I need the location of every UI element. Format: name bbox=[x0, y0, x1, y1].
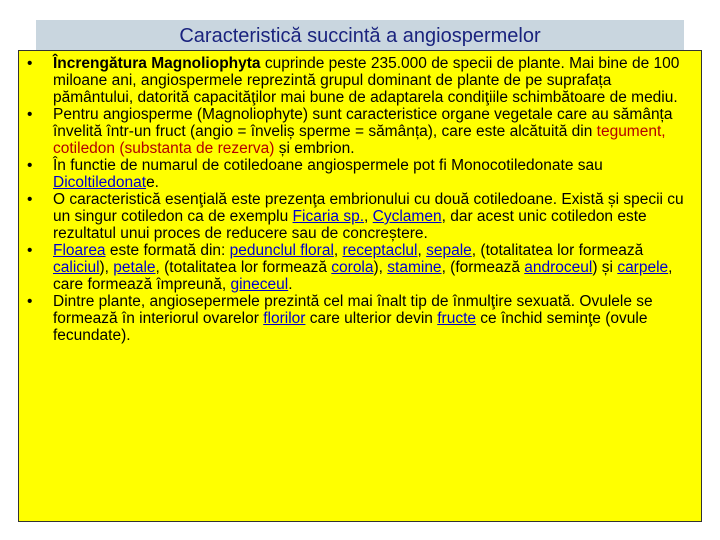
text: , (totalitatea lor formează bbox=[155, 259, 332, 276]
bullet-item-3 bbox=[27, 157, 689, 191]
bold-term: Încrengătura Magnoliophyta bbox=[53, 55, 261, 72]
text: e. bbox=[146, 174, 159, 191]
text: ce închid seminţe (ovule fecundate). bbox=[53, 310, 648, 344]
link-floarea[interactable]: Floarea bbox=[53, 242, 106, 259]
bullet-item-2 bbox=[27, 106, 689, 157]
text: , care formează împreună, bbox=[53, 259, 673, 293]
link-sepale[interactable]: sepale bbox=[426, 242, 472, 259]
link-petale[interactable]: petale bbox=[113, 259, 156, 276]
link-corola[interactable]: corola bbox=[331, 259, 374, 276]
text: , (totalitatea lor formează bbox=[471, 242, 644, 259]
text: În functie de numarul de cotiledoane angiospermele pot fi Monocotiledonate sau bbox=[53, 157, 603, 174]
text: , dar acest unic cotiledon este rezultatul unui proces de reducere sau de concreștere. bbox=[53, 208, 647, 242]
text: Pentru angiosperme (Magnoliophyte) sunt caracteristice organe vegetale care au sămânța învelită într-un fruct (angio = înveliș sperme = sămânța), care este alcătuită din bbox=[53, 106, 673, 140]
link-caliciul[interactable]: caliciul bbox=[53, 259, 100, 276]
text: , bbox=[364, 208, 373, 225]
text: ), bbox=[99, 259, 114, 276]
text: cuprinde peste 235.000 de specii de plante. Mai bine de 100 miloane ani, angiospermele reprezintă grupul dominant de plante de pe suprafața pământului, datorită capacităţilor mai bune de adaptarela condiţiile schimbătoare de mediu. bbox=[53, 55, 680, 106]
bullet-item-4 bbox=[27, 191, 689, 242]
text: , (formează bbox=[441, 259, 525, 276]
bullet-dot-icon: • bbox=[27, 242, 33, 259]
bullet-list bbox=[19, 51, 701, 344]
link-receptaclul[interactable]: receptaclul bbox=[342, 242, 418, 259]
link-carpele[interactable]: carpele bbox=[617, 259, 669, 276]
bullet-item-6 bbox=[27, 293, 689, 344]
text: O caracteristică esenţială este prezenţa embrionului cu două cotiledoane. Există și specii cu un singur cotiledon ca de exemplu bbox=[53, 191, 684, 225]
bullet-dot-icon: • bbox=[27, 157, 33, 174]
text: ) și bbox=[592, 259, 618, 276]
link-florilor[interactable]: florilor bbox=[263, 310, 306, 327]
link-fructe[interactable]: fructe bbox=[437, 310, 476, 327]
text: Dintre plante, angiosepermele prezintă cel mai înalt tip de înmulţire sexuată. Ovulele se formează în interiorul ovarelor bbox=[53, 293, 653, 327]
text: care ulterior devin bbox=[305, 310, 438, 327]
text: și embrion. bbox=[274, 140, 355, 157]
bullet-dot-icon: • bbox=[27, 293, 33, 310]
text: ), bbox=[373, 259, 388, 276]
link-ficaria[interactable]: Ficaria sp. bbox=[292, 208, 365, 225]
text: este formată din: bbox=[105, 242, 230, 259]
link-cyclamen[interactable]: Cyclamen bbox=[372, 208, 442, 225]
bullet-dot-icon: • bbox=[27, 55, 33, 72]
bullet-dot-icon: • bbox=[27, 106, 33, 123]
bullet-item-5 bbox=[27, 242, 689, 293]
highlighted-text: tegument, cotiledon (substanta de rezerva) bbox=[53, 123, 666, 157]
bullet-item-1 bbox=[27, 55, 689, 106]
link-gineceul[interactable]: gineceul bbox=[230, 276, 289, 293]
text: . bbox=[288, 276, 293, 293]
content-box bbox=[18, 50, 702, 522]
link-pedunclul[interactable]: pedunclul floral bbox=[229, 242, 334, 259]
slide-title: Caracteristică succintă a angiospermelor bbox=[36, 20, 684, 50]
text: , bbox=[417, 242, 427, 259]
text: , bbox=[333, 242, 343, 259]
link-dicotiledonat[interactable]: Dicoltiledonat bbox=[53, 174, 147, 191]
bullet-dot-icon: • bbox=[27, 191, 33, 208]
link-stamine[interactable]: stamine bbox=[387, 259, 442, 276]
link-androceul[interactable]: androceul bbox=[524, 259, 593, 276]
